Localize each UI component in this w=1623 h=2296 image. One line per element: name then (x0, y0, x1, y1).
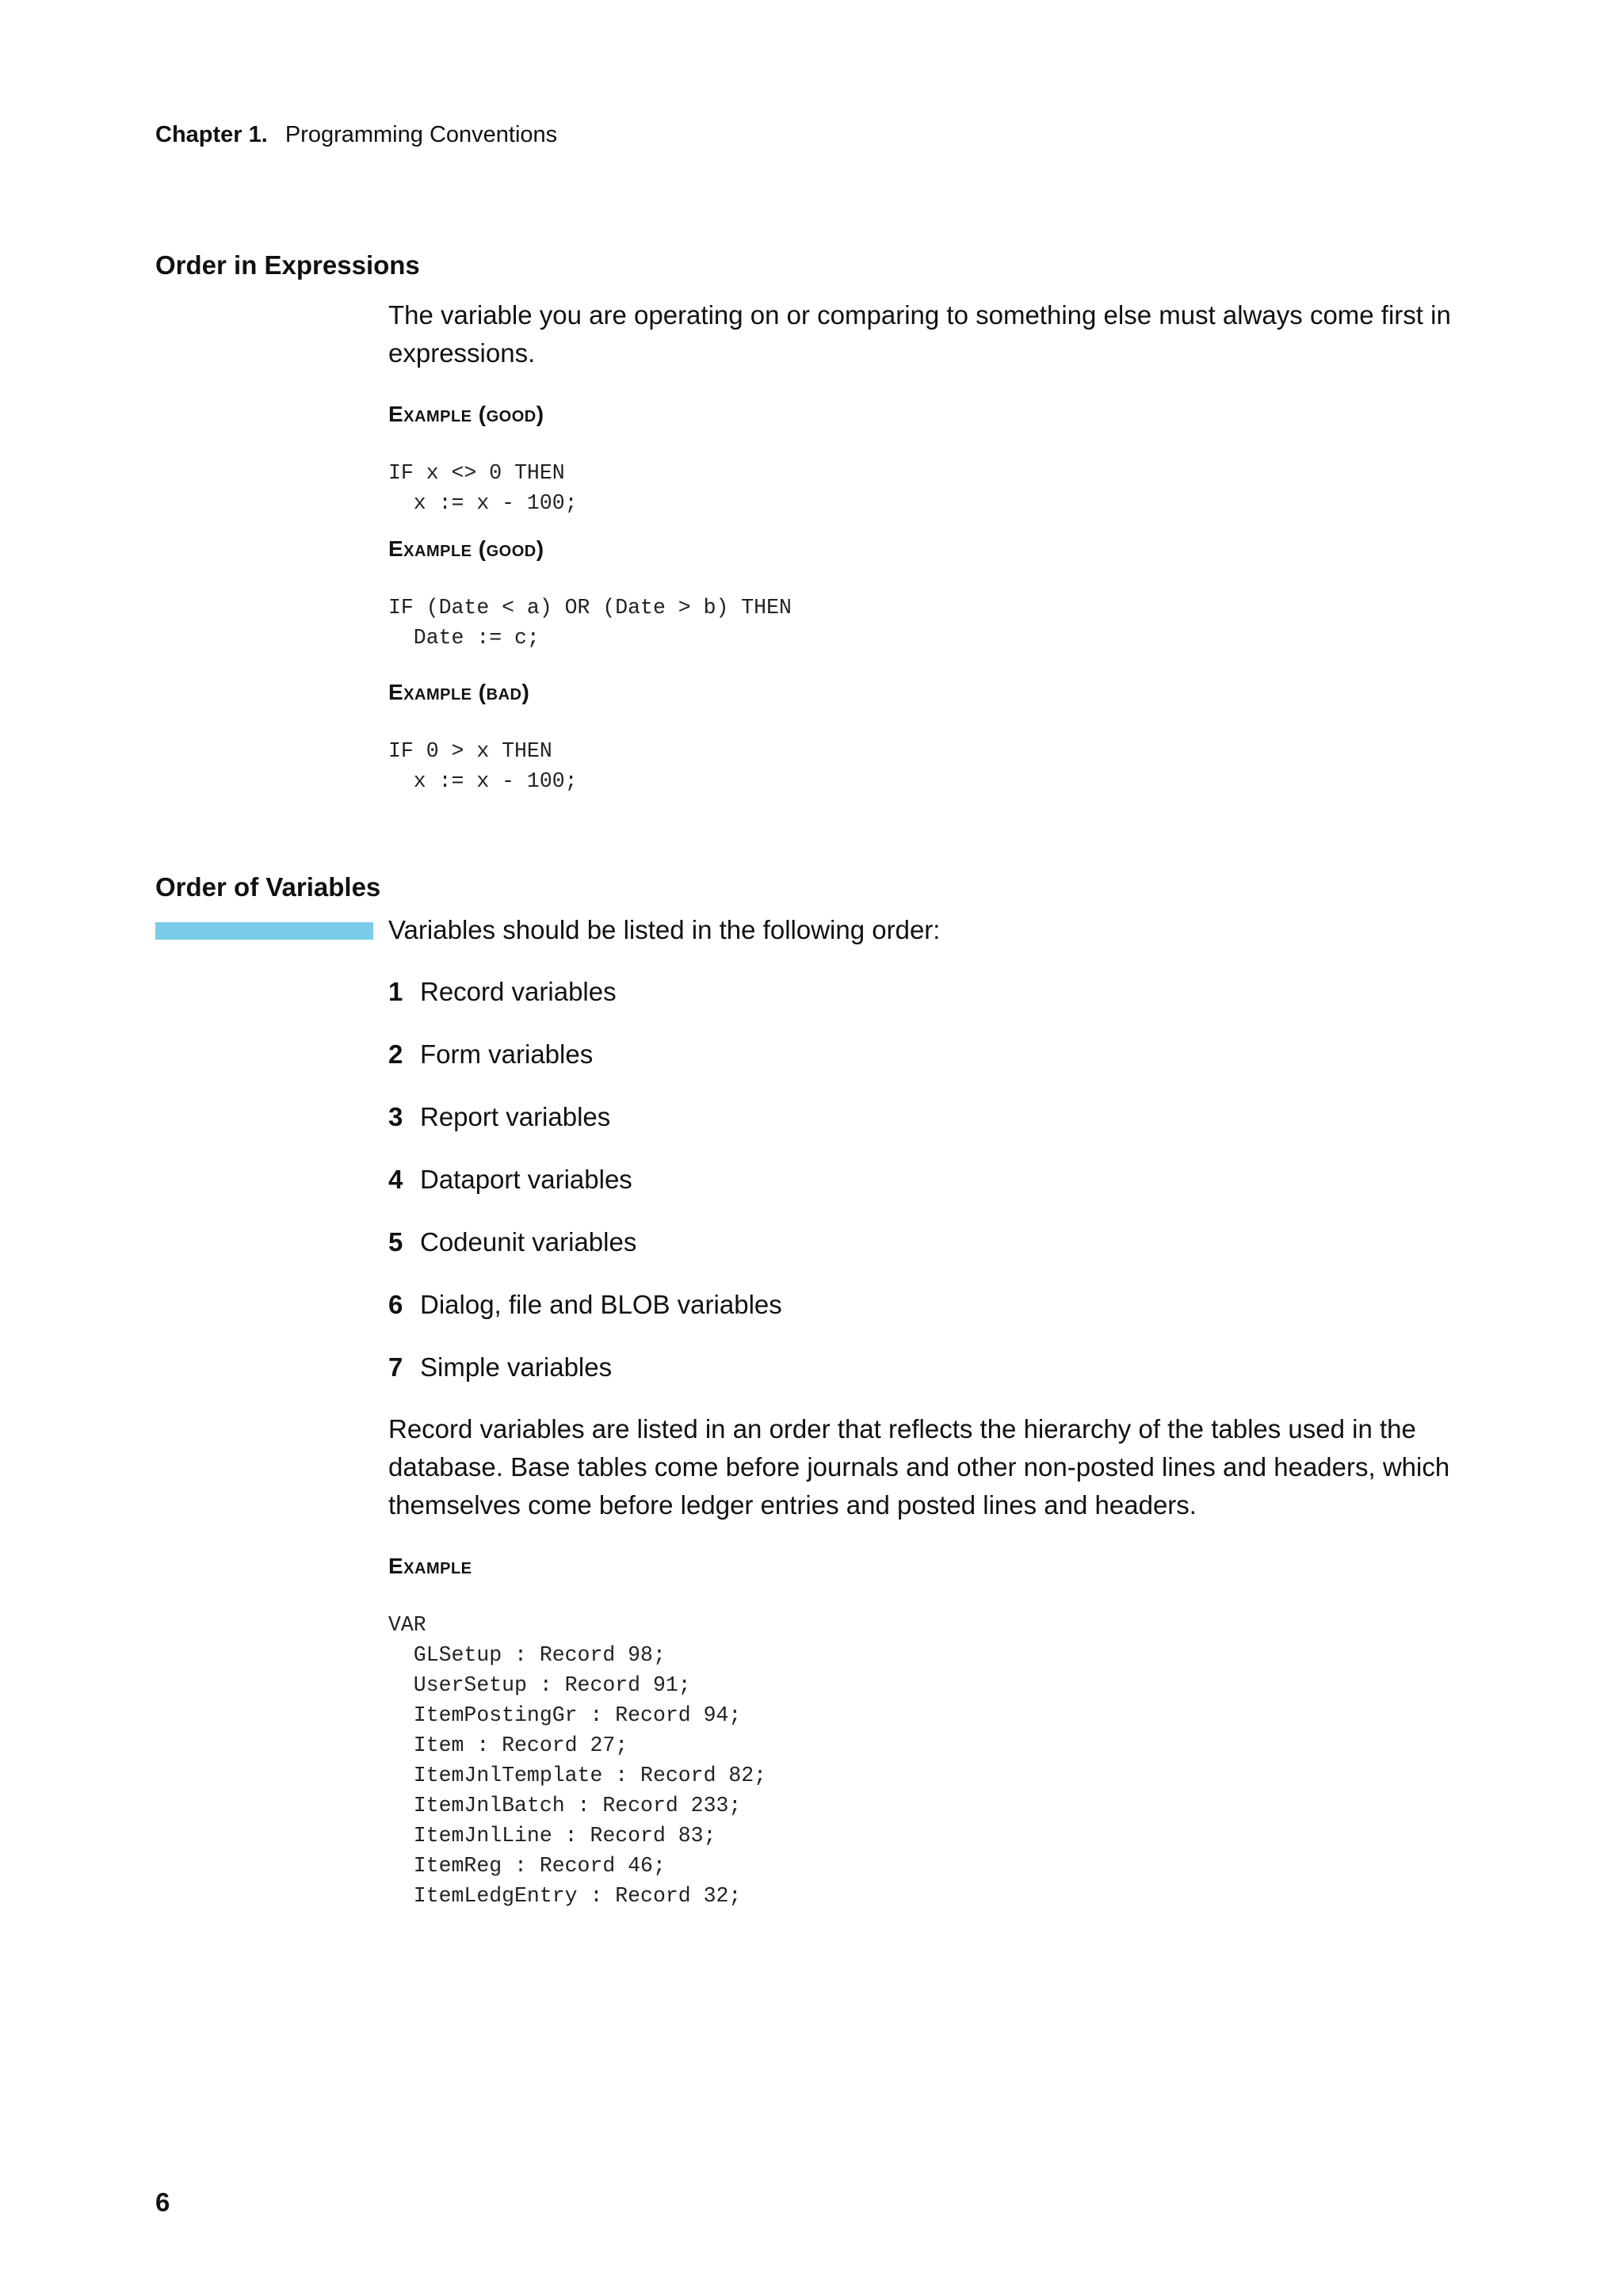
list-item-number: 5 (388, 1227, 403, 1257)
list-item-text: Codeunit variables (420, 1227, 637, 1257)
code-line: x := x - 100; (388, 769, 578, 793)
list-item-text: Dialog, file and BLOB variables (420, 1290, 782, 1319)
code-block-good-2 (388, 593, 792, 653)
list-item-text: Form variables (420, 1039, 594, 1069)
list-item-text: Simple variables (420, 1352, 613, 1382)
record-order-paragraph: Record variables are listed in an order that reflects the hierarchy of the tables used in the database. Base tables come before journals and other non-posted lines and headers, which themselves come before ledger entries and posted lines and headers. (388, 1414, 1450, 1520)
code-block-bad (388, 736, 578, 796)
code-line: ItemPostingGr : Record 94; (388, 1703, 742, 1727)
expressions-intro: The variable you are operating on or comparing to something else must always come first in expressions. (388, 300, 1451, 368)
code-line: x := x - 100; (388, 491, 578, 515)
code-line: ItemJnlTemplate : Record 82; (388, 1764, 767, 1787)
code-line: GLSetup : Record 98; (388, 1643, 666, 1667)
example-label-good-1: Example (good) (388, 402, 544, 426)
chapter-label: Chapter 1. (155, 122, 268, 147)
code-line: IF 0 > x THEN (388, 739, 552, 763)
code-line: Date := c; (388, 626, 540, 650)
list-item-text: Dataport variables (420, 1165, 632, 1194)
list-item (388, 973, 782, 1035)
code-line: ItemJnlBatch : Record 233; (388, 1794, 742, 1817)
list-item-text: Report variables (420, 1102, 611, 1131)
page-number: 6 (155, 2187, 170, 2217)
code-line: ItemJnlLine : Record 83; (388, 1824, 716, 1848)
list-item-number: 2 (388, 1039, 403, 1069)
section-title-expressions: Order in Expressions (155, 250, 420, 280)
list-item-number: 6 (388, 1290, 403, 1319)
code-line: ItemLedgEntry : Record 32; (388, 1884, 742, 1908)
list-item-text: Record variables (420, 977, 617, 1006)
example-label-bad: Example (bad) (388, 680, 530, 704)
variable-order-list (388, 973, 782, 1411)
list-item-number: 7 (388, 1352, 403, 1382)
list-item (388, 1348, 782, 1411)
code-block-good-1 (388, 458, 578, 518)
code-line: IF (Date < a) OR (Date > b) THEN (388, 596, 792, 620)
code-line: ItemReg : Record 46; (388, 1854, 666, 1878)
list-item (388, 1286, 782, 1348)
example-label-good-2: Example (good) (388, 536, 544, 561)
list-item-number: 4 (388, 1165, 403, 1194)
code-line: VAR (388, 1613, 426, 1637)
code-line: IF x <> 0 THEN (388, 461, 565, 485)
code-block-var (388, 1610, 766, 1911)
variables-intro: Variables should be listed in the following order: (388, 915, 941, 944)
list-item (388, 1161, 782, 1223)
list-item (388, 1035, 782, 1098)
chapter-title: Programming Conventions (285, 122, 558, 147)
change-bar (155, 922, 373, 940)
list-item-number: 1 (388, 977, 403, 1006)
code-line: Item : Record 27; (388, 1733, 628, 1757)
list-item (388, 1098, 782, 1161)
code-line: UserSetup : Record 91; (388, 1673, 691, 1697)
section-title-variables: Order of Variables (155, 872, 381, 902)
list-item (388, 1223, 782, 1286)
example-label-var: Example (388, 1554, 472, 1578)
running-header (155, 120, 557, 149)
list-item-number: 3 (388, 1102, 403, 1131)
